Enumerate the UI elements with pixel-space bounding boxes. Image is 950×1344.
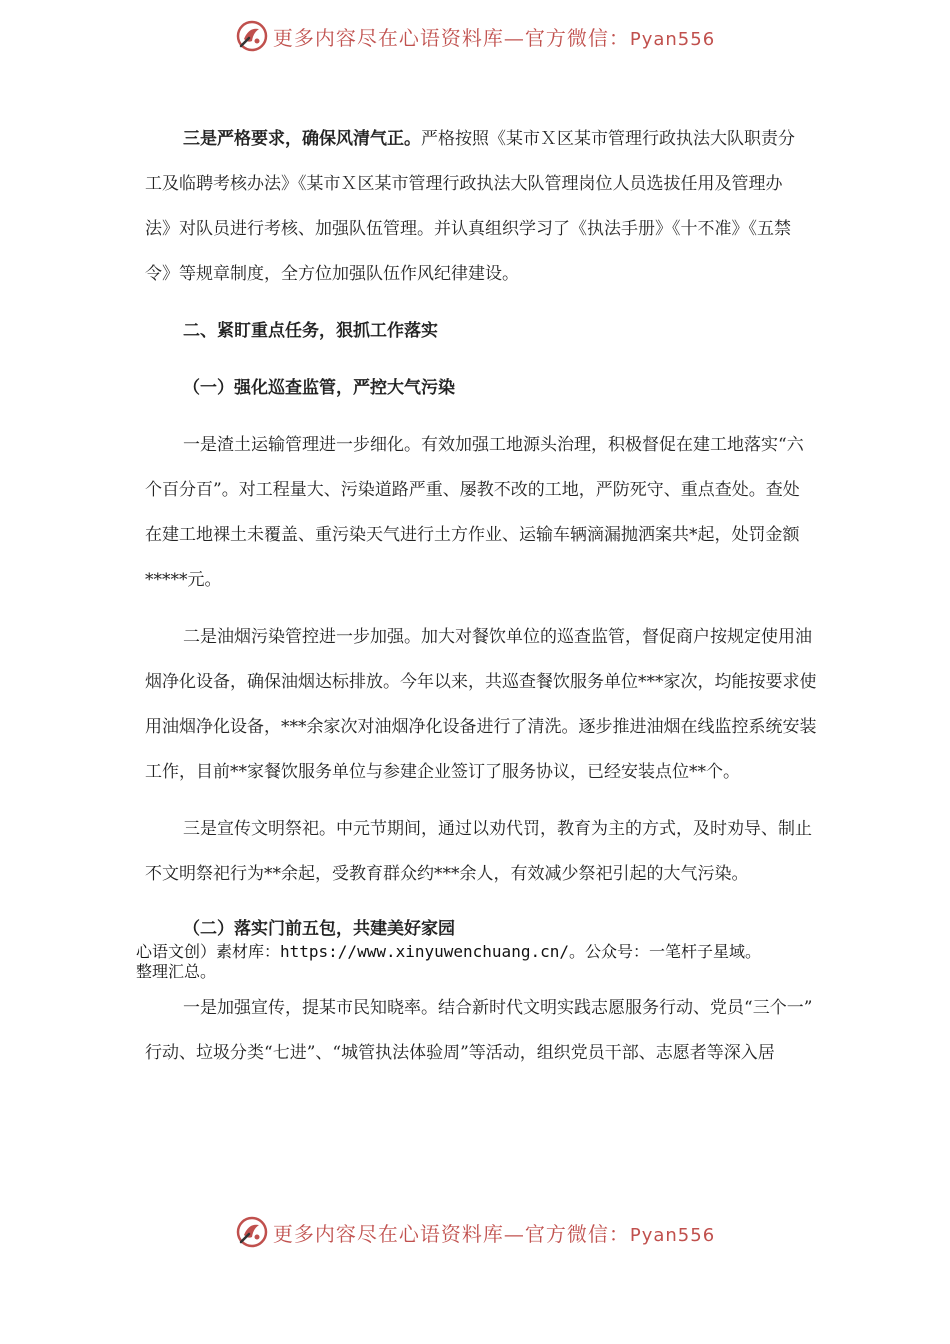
paragraph-fume-line-1: 二是油烟污染管控进一步加强。加大对餐饮单位的巡查监管，督促商户按规定使用油 [183, 627, 812, 647]
footer-banner [0, 1212, 950, 1252]
paragraph-strict-lead: 三是严格要求，确保风清气正。 [183, 129, 421, 149]
banner-wechat-id: Pyan556 [629, 28, 716, 50]
paragraph-strict-line-3: 法》对队员进行考核、加强队伍管理。并认真组织学习了《执法手册》《十不准》《五禁 [145, 219, 791, 239]
paragraph-strict-line-4: 令》等规章制度，全方位加强队伍作风纪律建设。 [145, 264, 519, 284]
paragraph-muck-line-2: 个百分百”。对工程量大、污染道路严重、屡教不改的工地，严防死守、重点查处。查处 [145, 480, 800, 500]
header-banner [0, 16, 950, 56]
paragraph-strict-line-1: 三是严格要求，确保风清气正。严格按照《某市Ｘ区某市管理行政执法大队职责分 [183, 129, 795, 149]
subsection-heading-2: （二）落实门前五包，共建美好家园 [183, 919, 455, 939]
banner-text: 更多内容尽在心语资料库—官方微信：Pyan556 [272, 1221, 716, 1246]
paragraph-promo-line-1: 一是加强宣传，提某市民知晓率。结合新时代文明实践志愿服务行动、党员“三个一” [183, 998, 813, 1018]
banner-text: 更多内容尽在心语资料库—官方微信：Pyan556 [272, 25, 716, 50]
paragraph-fume-line-4: 工作，目前**家餐饮服务单位与参建企业签订了服务协议，已经安装点位**个。 [145, 762, 740, 782]
paragraph-fume-line-2: 烟净化设备，确保油烟达标排放。今年以来，共巡查餐饮服务单位***家次，均能按要求使 [145, 672, 817, 692]
logo-icon [235, 19, 269, 53]
paragraph-muck-line-4: *****元。 [145, 570, 222, 590]
source-note-line-1: 心语文创）素材库：https://www.xinyuwenchuang.cn/。公众号：一笔杆子星域。 [136, 942, 761, 961]
banner-wechat-id: Pyan556 [629, 1224, 716, 1246]
paragraph-muck-line-1: 一是渣土运输管理进一步细化。有效加强工地源头治理，积极督促在建工地落实“六 [183, 435, 804, 455]
paragraph-ritual-line-2: 不文明祭祀行为**余起，受教育群众约***余人，有效减少祭祀引起的大气污染。 [145, 864, 749, 884]
logo-icon [235, 1215, 269, 1249]
paragraph-fume-line-3: 用油烟净化设备，***余家次对油烟净化设备进行了清洗。逐步推进油烟在线监控系统安装 [145, 717, 817, 737]
section-heading: 二、紧盯重点任务，狠抓工作落实 [183, 321, 438, 341]
paragraph-strict-line-2: 工及临聘考核办法》《某市Ｘ区某市管理行政执法大队管理岗位人员选拔任用及管理办 [145, 174, 783, 194]
paragraph-ritual-line-1: 三是宣传文明祭祀。中元节期间，通过以劝代罚，教育为主的方式，及时劝导、制止 [183, 819, 812, 839]
paragraph-muck-line-3: 在建工地裸土未覆盖、重污染天气进行土方作业、运输车辆滴漏抛洒案共*起，处罚金额 [145, 525, 800, 545]
source-note-line-2: 整理汇总。 [136, 962, 217, 981]
paragraph-promo-line-2: 行动、垃圾分类“七进”、“城管执法体验周”等活动，组织党员干部、志愿者等深入居 [145, 1043, 775, 1063]
subsection-heading-1: （一）强化巡查监管，严控大气污染 [183, 378, 455, 398]
